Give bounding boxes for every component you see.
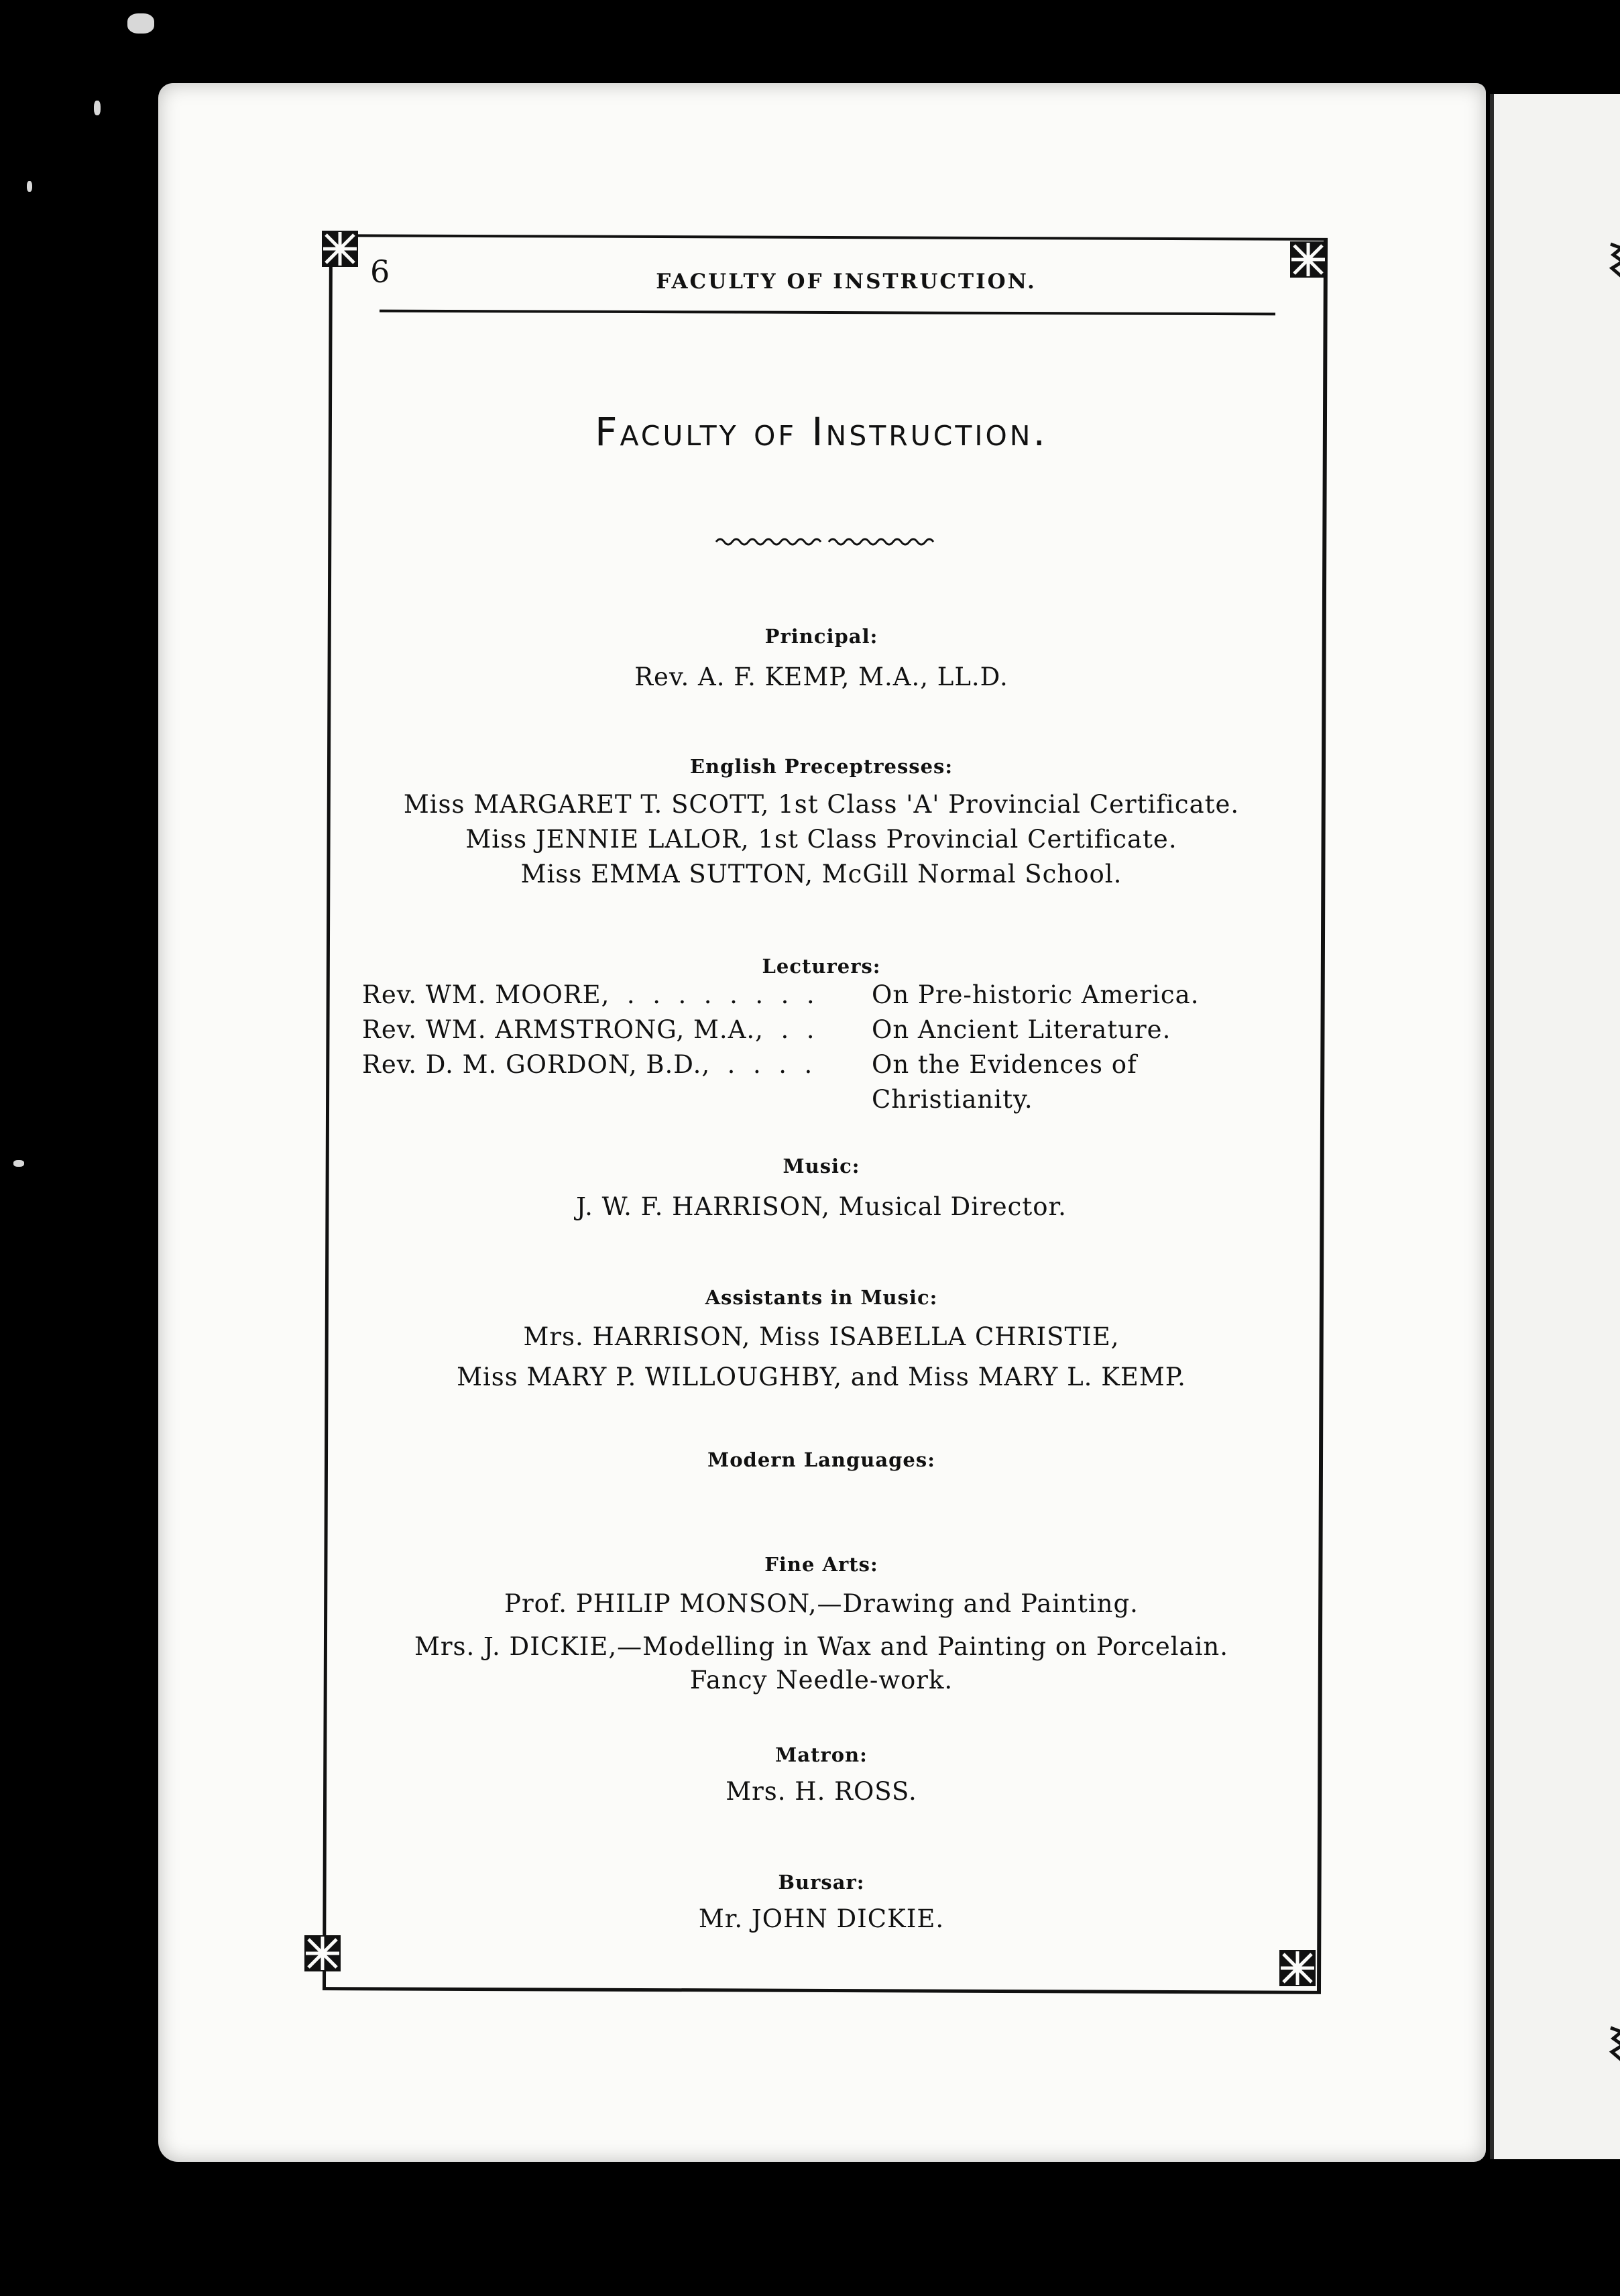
principal-entry: Rev. A. F. KEMP, M.A., LL.D. — [634, 663, 1008, 691]
lecturer-name: Rev. WM. ARMSTRONG, M.A., . . — [362, 1015, 815, 1044]
fine-arts-entry: Fancy Needle-work. — [689, 1666, 953, 1695]
corner-ornament-icon — [302, 1933, 343, 1974]
matron-entry: Mrs. H. ROSS. — [726, 1777, 917, 1806]
fine-arts-heading: Fine Arts: — [764, 1553, 878, 1576]
scan-speck — [27, 181, 32, 192]
preceptress-entry: Miss MARGARET T. SCOTT, 1st Class 'A' Provincial Certificate. — [403, 790, 1240, 819]
facing-page-edge — [1490, 94, 1620, 2159]
english-preceptresses-heading: English Preceptresses: — [689, 755, 953, 778]
lecturers-list — [362, 978, 1301, 1117]
lecturer-row — [362, 1047, 1301, 1117]
page-number: 6 — [370, 253, 390, 290]
music-heading: Music: — [783, 1155, 860, 1178]
preceptress-entry: Miss JENNIE LALOR, 1st Class Provincial Certificate. — [465, 825, 1177, 854]
corner-ornament-icon — [1287, 239, 1329, 280]
assistants-heading: Assistants in Music: — [705, 1286, 938, 1309]
assistants-entry: Mrs. HARRISON, Miss ISABELLA CHRISTIE, — [523, 1322, 1120, 1351]
facing-page-ornament-icon — [1608, 241, 1620, 282]
lecturer-name: Rev. WM. MOORE, . . . . . . . . — [362, 980, 815, 1009]
lecturer-name: Rev. D. M. GORDON, B.D., . . . . — [362, 1050, 813, 1079]
lecturer-topic: On Ancient Literature. — [872, 1015, 1171, 1044]
fine-arts-entry: Mrs. J. DICKIE,—Modelling in Wax and Painting on Porcelain. — [414, 1632, 1229, 1661]
principal-heading: Principal: — [764, 625, 878, 648]
preceptress-entry: Miss EMMA SUTTON, McGill Normal School. — [520, 860, 1122, 888]
fine-arts-entry: Prof. PHILIP MONSON,—Drawing and Painting. — [504, 1589, 1139, 1618]
lecturer-topic: On Pre-historic America. — [872, 980, 1200, 1009]
assistants-entry: Miss MARY P. WILLOUGHBY, and Miss MARY L. KEMP. — [457, 1363, 1186, 1391]
lecturer-row — [362, 1013, 1301, 1047]
corner-ornament-icon — [319, 228, 361, 270]
lecturers-heading: Lecturers: — [762, 955, 881, 978]
title-ornament-rule-icon — [715, 534, 943, 550]
modern-languages-heading: Modern Languages: — [707, 1448, 935, 1471]
scan-speck — [13, 1160, 24, 1167]
facing-page-ornament-icon — [1608, 2025, 1620, 2065]
corner-ornament-icon — [1277, 1947, 1318, 1989]
music-entry: J. W. F. HARRISON, Musical Director. — [576, 1192, 1067, 1221]
bursar-heading: Bursar: — [778, 1871, 865, 1894]
bursar-entry: Mr. JOHN DICKIE. — [698, 1904, 945, 1933]
page-title: Faculty of Instruction. — [595, 409, 1048, 455]
lecturer-row — [362, 978, 1301, 1013]
lecturer-topic: On the Evidences of Christianity. — [872, 1050, 1137, 1114]
running-title: FACULTY OF INSTRUCTION. — [656, 270, 1037, 294]
running-head — [370, 249, 1275, 296]
scan-speck — [127, 13, 154, 34]
scan-speck — [94, 101, 101, 115]
matron-heading: Matron: — [775, 1743, 868, 1766]
